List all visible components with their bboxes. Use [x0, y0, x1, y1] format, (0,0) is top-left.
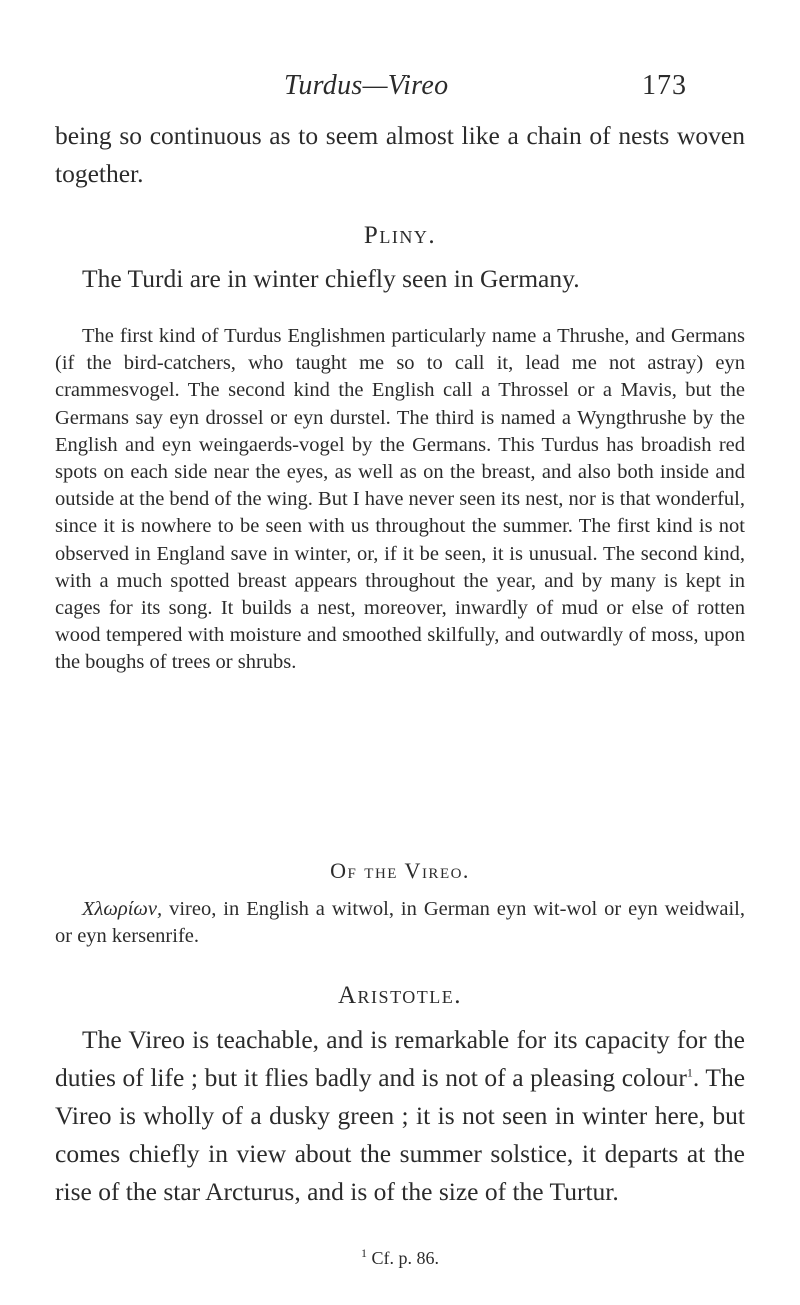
page-number: 173	[642, 70, 687, 101]
aristotle-text-2: . The Vireo is wholly of a dusky green ; it is not seen in winter here, but comes chiefly in view about the summer solstice, it departs at the rise of the star Arcturus, and is of the size of the Turtur.	[55, 1063, 746, 1206]
footnote	[0, 1248, 800, 1269]
vireo-heading: Of the Vireo.	[330, 858, 470, 883]
turner-paragraph: The first kind of Turdus Englishmen particularly name a Thrushe, and Germans (if the bird-catchers, who taught me so to call it, lead me not astray) eyn crammesvogel. The second kind the English call a Throssel or a Mavis, but the Germans say eyn drossel or eyn durstel. The third is named a Wyngthrushe by the English and eyn weingaerds-vogel by the Germans. This Turdus has broadish red spots on each side near the eyes, as well as on the breast, and also both inside and outside at the bend of the wing. But I have never seen its nest, nor is that wonderful, since it is nowhere to be seen with us throughout the summer. The first kind is not observed in England save in winter, or, if it be seen, it is unusual. The second kind, with a much spotted breast appears throughout the year, and by many is kept in cages for its song. It builds a nest, moreover, inwardly of mud or else of rotten wood tempered with moisture and smoothed skilfully, and outwardly of moss, upon the boughs of trees or shrubs.	[55, 325, 746, 674]
running-head	[0, 70, 800, 110]
aristotle-paragraph	[55, 1021, 745, 1211]
aristotle-text-1: The Vireo is teachable, and is remarkable for its capacity for the duties of life ; but it flies badly and is not of a pleasing colour	[55, 1025, 745, 1092]
pliny-heading: Pliny.	[363, 222, 437, 249]
footnote-number: 1	[361, 1246, 367, 1260]
footnote-marker: 1	[686, 1065, 693, 1080]
pliny-paragraph: The Turdi are in winter chiefly seen in Germany.	[82, 264, 580, 293]
running-title: Turdus—Vireo	[284, 70, 449, 101]
footnote-text: Cf. p. 86.	[367, 1248, 439, 1268]
vireo-paragraph	[55, 896, 745, 950]
vireo-text: vireo, in English a witwol, in German eyn wit-wol or eyn weidwail, or eyn kersenrife.	[55, 898, 745, 948]
continuation-paragraph: being so continuous as to seem almost like a chain of nests woven together.	[55, 121, 745, 188]
greek-word: Χλωρίων,	[82, 898, 163, 920]
aristotle-heading: Aristotle.	[338, 982, 462, 1009]
